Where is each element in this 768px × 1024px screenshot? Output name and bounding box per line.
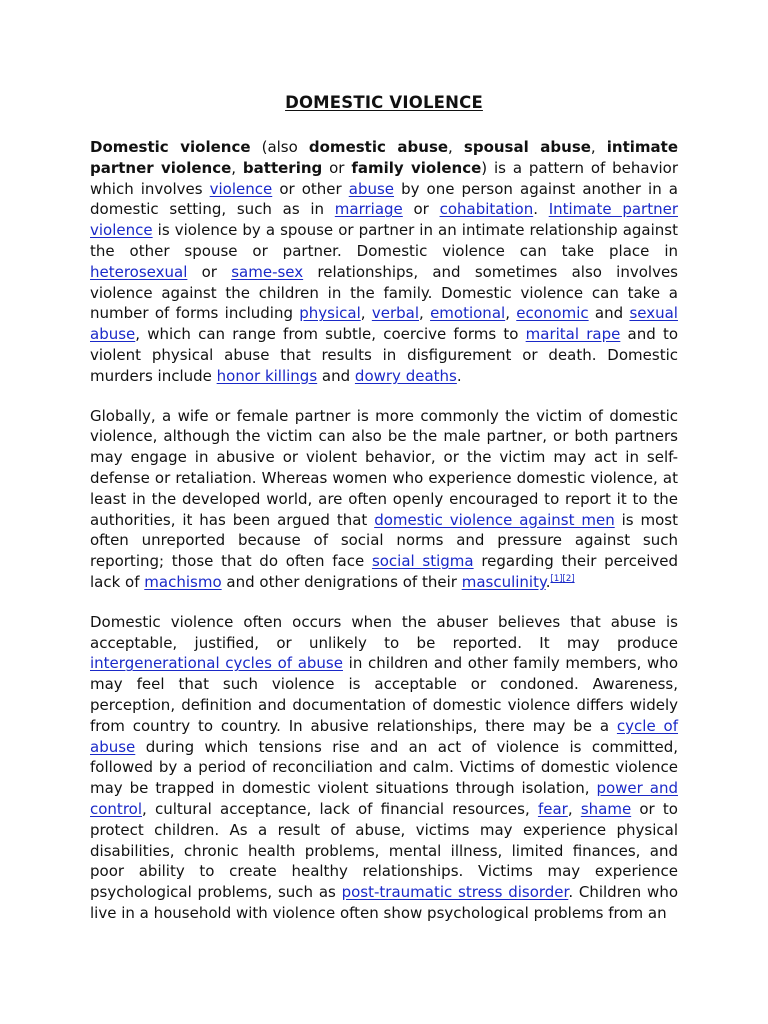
citation-link-1[interactable]: [1] [550, 573, 563, 584]
link-domestic-violence-against-men[interactable]: domestic violence against men [374, 510, 615, 529]
link-honor-killings[interactable]: honor killings [216, 366, 318, 385]
link-fear[interactable]: fear [537, 799, 568, 818]
term-battering: battering [242, 158, 323, 177]
link-masculinity[interactable]: masculinity [461, 572, 546, 591]
term-intimate-partner-violence: intimate partner violence [90, 138, 679, 177]
term-domestic-violence: Domestic violence [90, 138, 251, 156]
link-cohabitation[interactable]: cohabitation [439, 200, 534, 219]
citation-link-2[interactable]: [2] [562, 573, 575, 584]
term-spousal-abuse: spousal abuse [463, 138, 591, 156]
term-domestic-abuse: domestic abuse [308, 138, 449, 156]
term-family-violence: family violence [351, 158, 482, 177]
link-physical[interactable]: physical [299, 304, 361, 323]
page-title: DOMESTIC VIOLENCE [285, 93, 483, 112]
link-marriage[interactable]: marriage [334, 200, 403, 219]
paragraph-causes: Domestic violence often occurs when the abuser believes that abuse is acceptable, justified, or unlikely to be reported. It may produce intergenerational cycles of abuse in children and other family members, who may feel that such violence is acceptable or condoned. Awareness, perception, definition and documentation of domestic violence differs widely from country to country. In abusive relationships, there may be a cycle of abuse during which tensions rise and an act of violence is committed, followed by a period of reconciliation and calm. Victims of domestic violence may be trapped in domestic violent situations through isolation, power and control, cultural acceptance, lack of financial resources, fear, shame or to protect children. As a result of abuse, victims may experience physical disabilities, chronic health problems, mental illness, limited finances, and poor ability to create healthy relationships. Victims may experience psychological problems, such as post-traumatic stress disorder. Children who live in a household with violence often show psychological problems from an [90, 612, 678, 922]
link-emotional[interactable]: emotional [430, 304, 506, 323]
link-shame[interactable]: shame [580, 799, 632, 818]
link-abuse[interactable]: abuse [348, 179, 395, 198]
link-social-stigma[interactable]: social stigma [371, 552, 474, 571]
link-ptsd[interactable]: post-traumatic stress disorder [341, 883, 569, 902]
paragraph-global: Globally, a wife or female partner is more commonly the victim of domestic violence, although the victim can also be the male partner, or both partners may engage in abusive or violent behavior, or the victim may act in self-defense or retaliation. Whereas women who experience domestic violence, at least in the developed world, are often openly encouraged to report it to the authorities, it has been argued that domestic violence against men is most often unreported because of social norms and pressure against such reporting; those that do often face social stigma regarding their perceived lack of machismo and other denigrations of their masculinity.[1][2] [90, 406, 679, 591]
link-cycle-of-abuse[interactable]: cycle of abuse [90, 716, 678, 756]
link-intimate-partner-violence[interactable]: Intimate partner violence [90, 200, 678, 240]
link-same-sex[interactable]: same-sex [231, 262, 304, 281]
link-intergenerational-cycles[interactable]: intergenerational cycles of abuse [90, 654, 343, 673]
link-power-and-control[interactable]: power and control [90, 779, 678, 818]
link-heterosexual[interactable]: heterosexual [90, 262, 188, 281]
link-sexual-abuse[interactable]: sexual abuse [90, 304, 678, 344]
paragraph-intro: Domestic violence (also domestic abuse, spousal abuse, intimate partner violence, battering or family violence) is a pattern of behavior which involves violence or other abuse by one person against another in a domestic setting, such as in marriage or cohabitation. Intimate partner violence is violence by a spouse or partner in an intimate relationship against the other spouse or partner. Domestic violence can take place in heterosexual or same-sex relationships, and sometimes also involves violence against the children in the family. Domestic violence can take a number of forms including physical, verbal, emotional, economic and sexual abuse, which can range from subtle, coercive forms to marital rape and to violent physical abuse that results in disfigurement or death. Domestic murders include honor killings and dowry deaths. [90, 138, 679, 385]
link-violence[interactable]: violence [209, 179, 273, 198]
link-verbal[interactable]: verbal [371, 304, 419, 323]
reference-markers [551, 574, 575, 584]
link-machismo[interactable]: machismo [144, 572, 222, 591]
link-marital-rape[interactable]: marital rape [525, 325, 621, 344]
document-page [90, 90, 678, 943]
link-dowry-deaths[interactable]: dowry deaths [354, 366, 457, 385]
link-economic[interactable]: economic [516, 304, 589, 323]
